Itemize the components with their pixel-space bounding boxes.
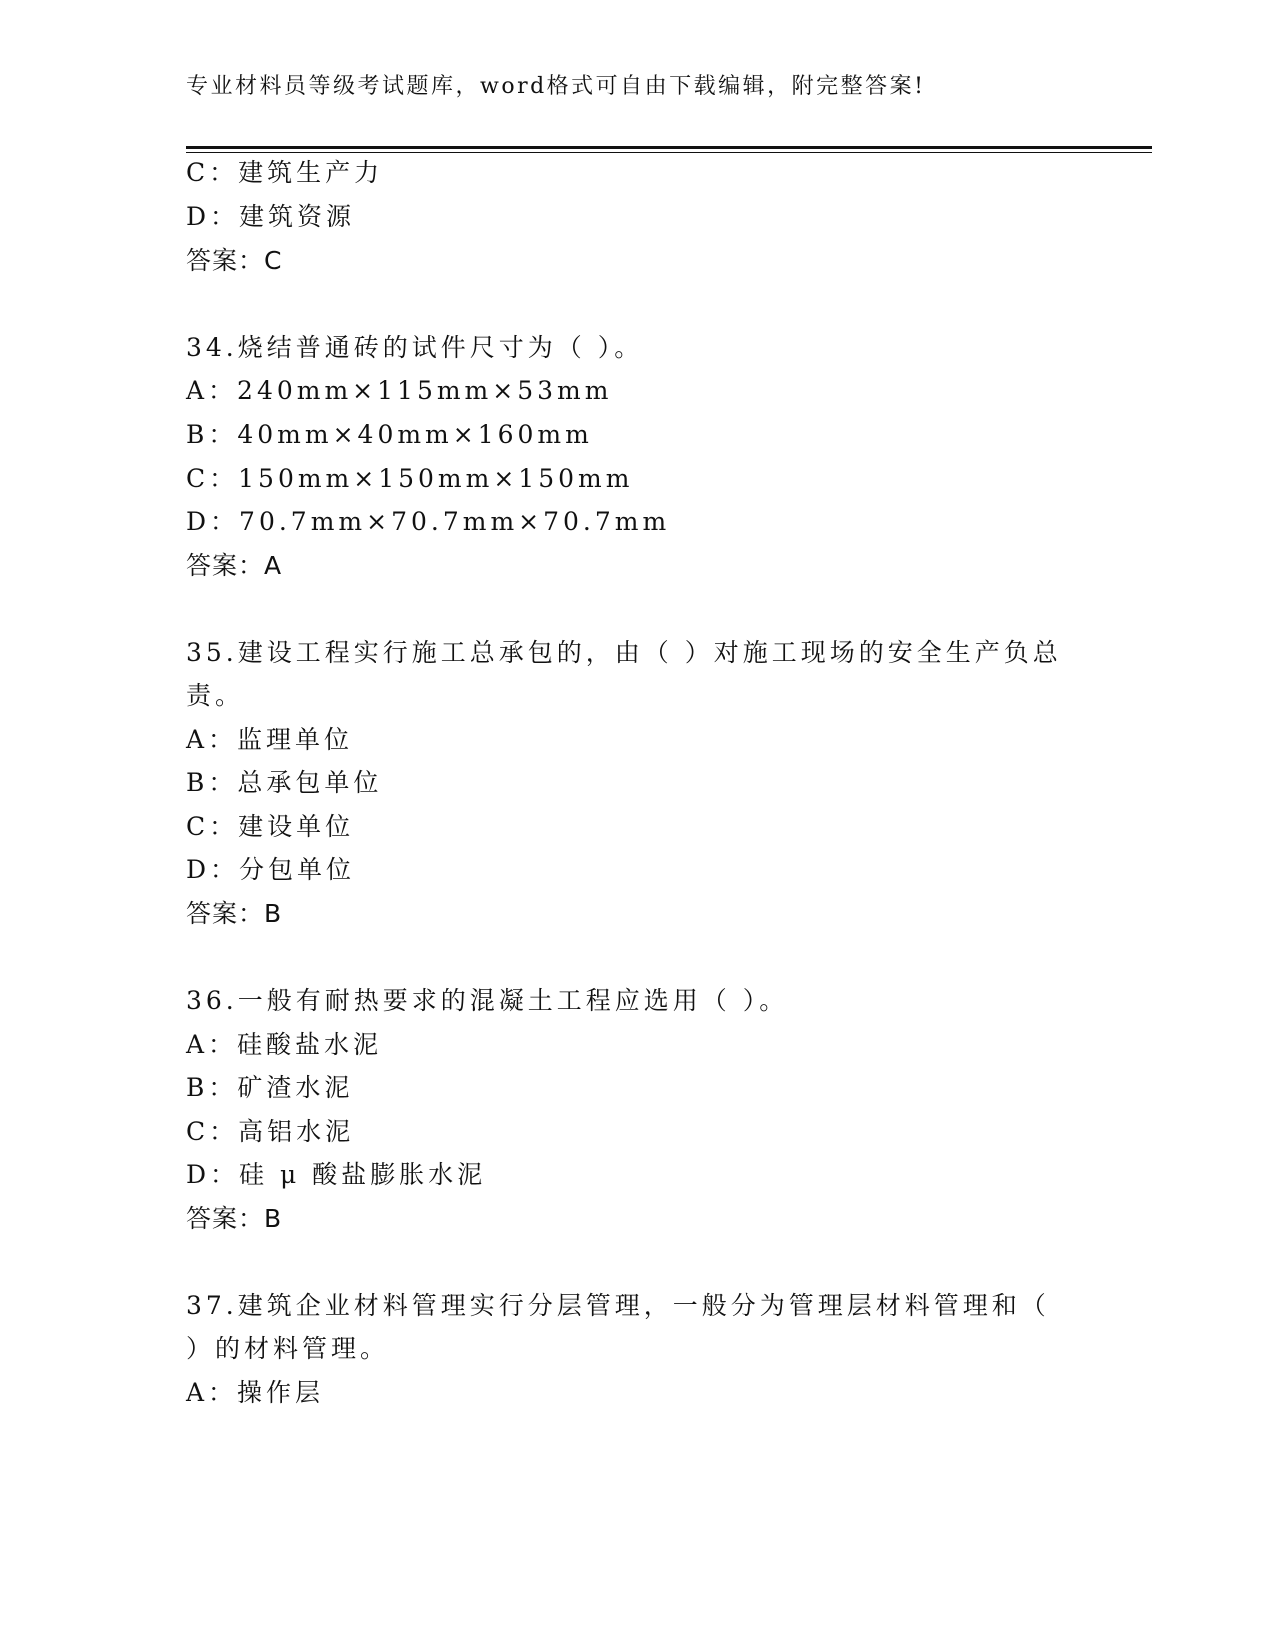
option-c: C：高铝水泥 (186, 1117, 355, 1146)
question-stem-continued: 责。 (186, 681, 245, 710)
header-divider-thick (186, 146, 1152, 149)
option-a: A：监理单位 (186, 725, 354, 754)
question-stem: 36.一般有耐热要求的混凝土工程应选用（ ）。 (186, 986, 789, 1015)
option-d: D：硅 μ 酸盐膨胀水泥 (186, 1160, 487, 1189)
page-header: 专业材料员等级考试题库，word格式可自由下载编辑，附完整答案! (186, 74, 926, 99)
option-d: D：分包单位 (186, 855, 356, 884)
answer: 答案：A (186, 551, 283, 580)
option-c: C：150mm×150mm×150mm (186, 464, 634, 493)
question-stem-continued: ）的材料管理。 (186, 1334, 390, 1363)
question-stem: 37.建筑企业材料管理实行分层管理，一般分为管理层材料管理和（ (186, 1291, 1050, 1320)
option-a: A：操作层 (186, 1378, 325, 1407)
answer: 答案：C (186, 246, 283, 275)
header-divider-thin (186, 152, 1152, 153)
question-stem: 35.建设工程实行施工总承包的，由（ ）对施工现场的安全生产负总 (186, 638, 1062, 667)
answer: 答案：B (186, 1204, 283, 1233)
option-c: C：建筑生产力 (186, 158, 384, 187)
answer: 答案：B (186, 899, 283, 928)
question-stem: 34.烧结普通砖的试件尺寸为（ ）。 (186, 333, 644, 362)
option-a: A：240mm×115mm×53mm (186, 376, 613, 405)
option-d: D：70.7mm×70.7mm×70.7mm (186, 507, 671, 536)
option-c: C：建设单位 (186, 812, 355, 841)
option-b: B：矿渣水泥 (186, 1073, 354, 1102)
option-a: A：硅酸盐水泥 (186, 1030, 383, 1059)
option-b: B：总承包单位 (186, 768, 383, 797)
option-b: B：40mm×40mm×160mm (186, 420, 593, 449)
option-d: D：建筑资源 (186, 202, 356, 231)
